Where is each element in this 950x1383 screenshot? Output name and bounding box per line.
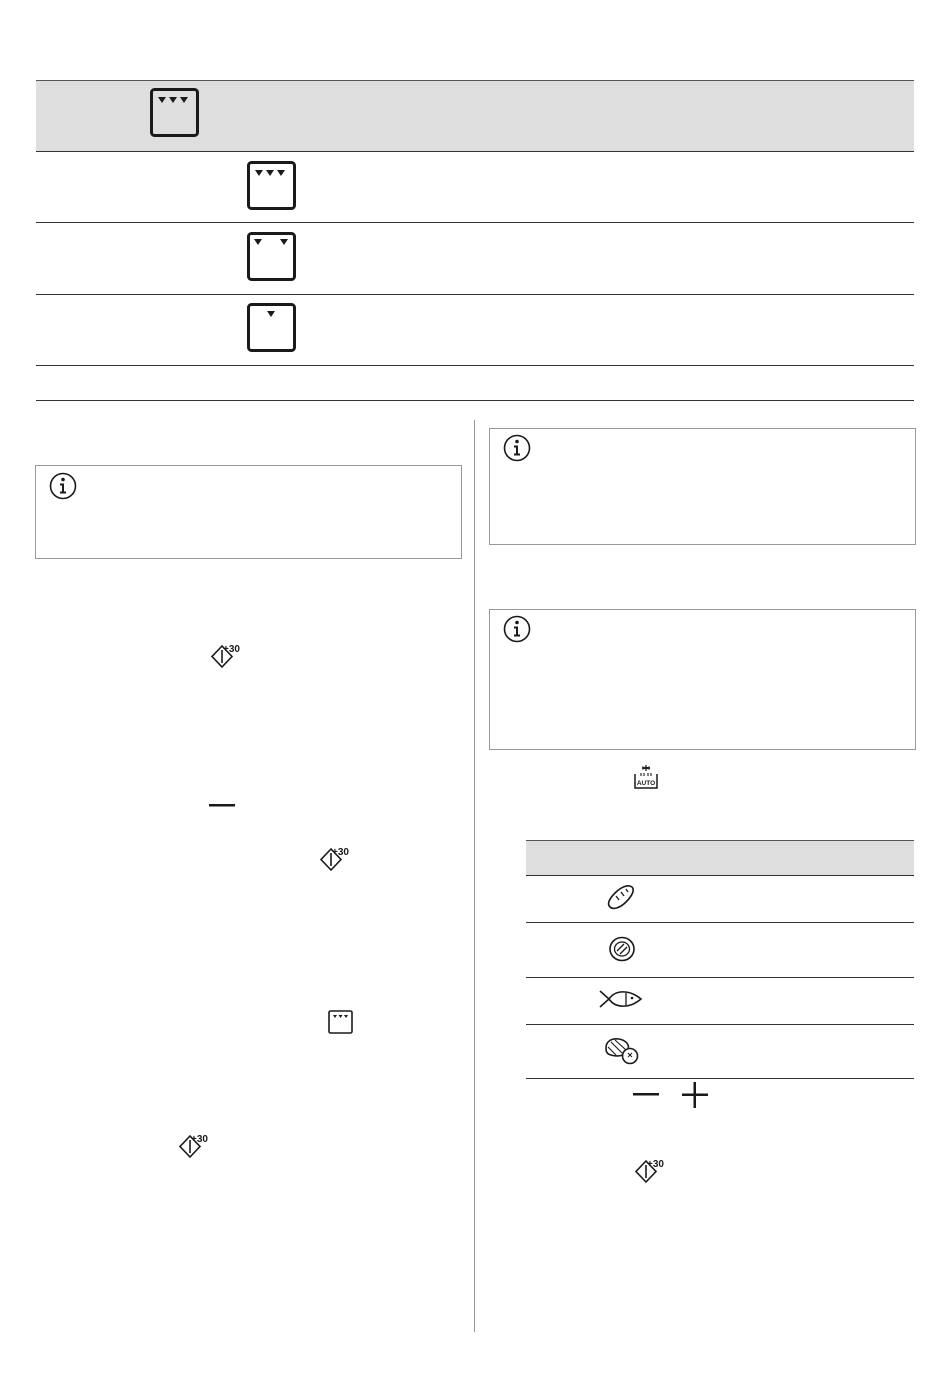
info-note xyxy=(489,428,916,545)
food-table-header xyxy=(526,840,914,876)
table-divider xyxy=(36,222,914,223)
table-divider xyxy=(526,1024,914,1025)
minus-icon xyxy=(209,804,235,808)
oven-two-burner-icon xyxy=(247,232,296,281)
auto-steam-icon xyxy=(633,764,659,790)
meat-icon xyxy=(607,934,637,964)
oven-three-burner-icon xyxy=(247,161,296,210)
info-icon xyxy=(503,615,531,643)
fish-icon xyxy=(598,988,644,1010)
column-divider xyxy=(474,420,475,1332)
auto-label: AUTO xyxy=(636,780,656,787)
plus-icon xyxy=(682,1082,708,1108)
timer-plus-30-icon xyxy=(633,1158,669,1186)
plus30-label: +30 xyxy=(223,644,240,655)
oven-three-burner-icon xyxy=(150,88,199,137)
oven-one-burner-icon xyxy=(247,303,296,352)
oven-three-burner-icon xyxy=(328,1010,353,1034)
table-divider xyxy=(36,365,914,366)
info-icon xyxy=(503,434,531,462)
plus30-label: +30 xyxy=(332,847,349,858)
table-divider xyxy=(526,922,914,923)
plus30-label: +30 xyxy=(191,1134,208,1145)
table-divider xyxy=(36,151,914,152)
table-divider xyxy=(526,875,914,876)
plus30-label: +30 xyxy=(647,1159,664,1170)
table-divider xyxy=(526,977,914,978)
minus-icon xyxy=(633,1093,659,1097)
timer-plus-30-icon xyxy=(318,846,354,874)
table-bottom-border xyxy=(526,1078,914,1079)
vegetable-icon xyxy=(602,1036,640,1066)
info-note xyxy=(35,465,462,559)
timer-plus-30-icon xyxy=(209,643,245,671)
timer-plus-30-icon xyxy=(177,1133,213,1161)
info-icon xyxy=(49,472,77,500)
info-note xyxy=(489,609,916,750)
table-divider xyxy=(36,294,914,295)
bread-icon xyxy=(606,883,636,911)
table-bottom-border xyxy=(36,400,914,401)
